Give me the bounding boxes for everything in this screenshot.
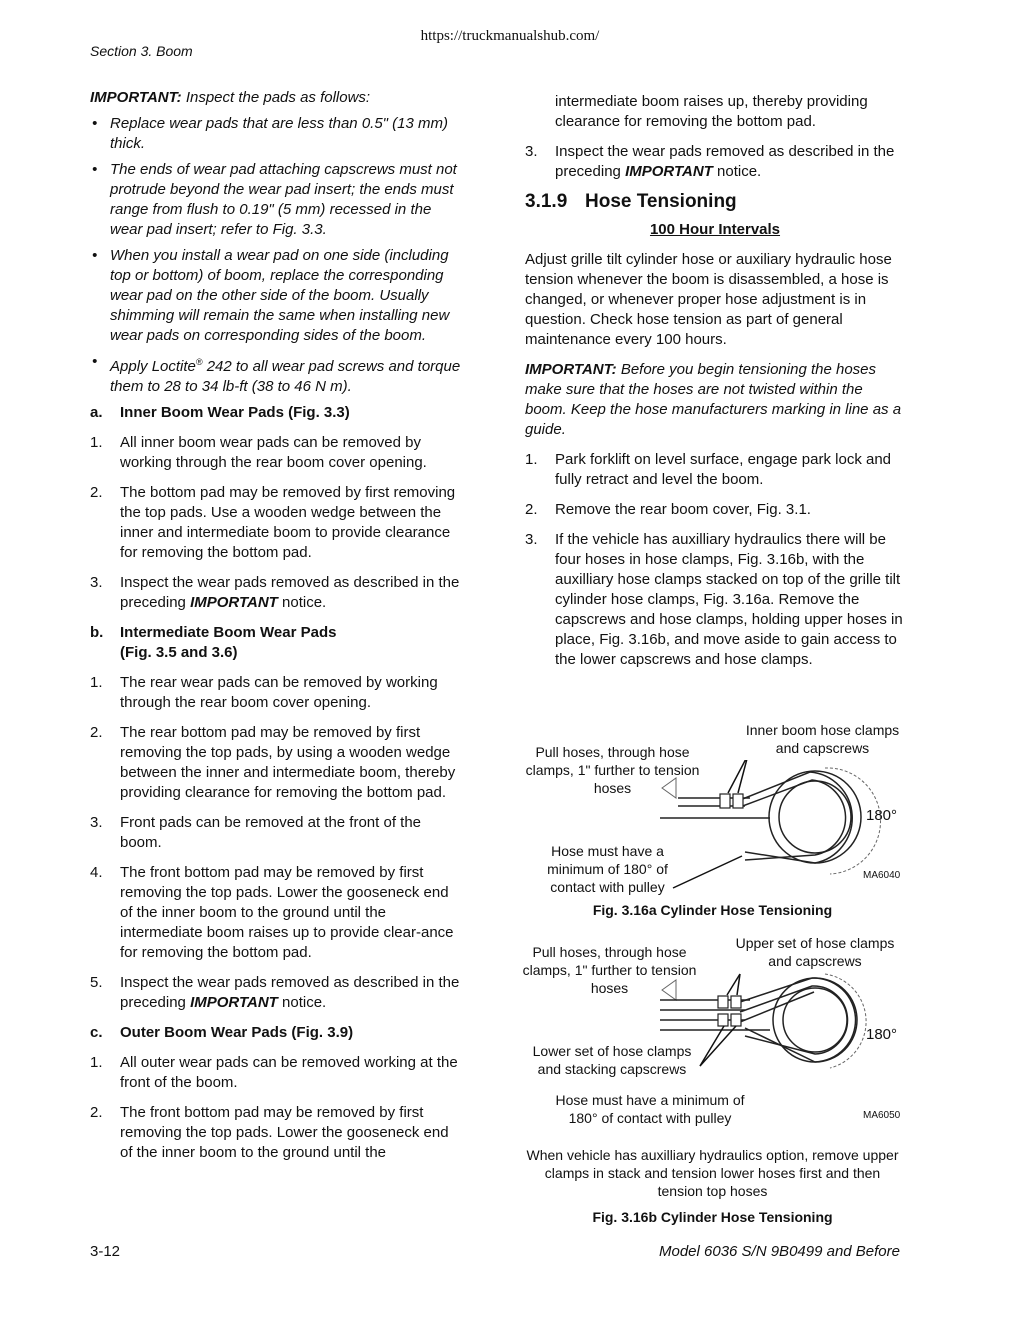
fig-b-angle: 180° bbox=[866, 1026, 898, 1043]
fig-b-upper-label: Upper set of hose clamps and capscrews bbox=[735, 935, 895, 969]
fig-a-inner-label: Inner boom hose clamps and capscrews bbox=[745, 722, 900, 756]
source-url[interactable]: https://truckmanualshub.com/ bbox=[420, 28, 600, 44]
list-item: 1. Park forklift on level surface, engage park lock and fully retract and level the boom. bbox=[525, 451, 892, 488]
fig-a-leader-lines bbox=[673, 760, 748, 888]
fig-a-code: MA6040 bbox=[863, 870, 901, 881]
fig-a-angle: 180° bbox=[866, 807, 898, 824]
page-number: 3-12 bbox=[90, 1243, 121, 1260]
fig-a-pulley-icon bbox=[740, 771, 861, 863]
section-heading: 3.1.9 Hose Tensioning bbox=[525, 191, 737, 212]
list-item: 2. The rear bottom pad may be removed by first removing the top pads, by using a wooden wedge between the inner and intermediate boom, thereby providing clearance for removing the bottom pad. bbox=[90, 724, 456, 801]
fig-b-diagram bbox=[640, 960, 910, 1070]
model-footer: Model 6036 S/N 9B0499 and Before bbox=[658, 1243, 900, 1260]
body-paragraph: Adjust grille tilt cylinder hose or auxiliary hydraulic hose tension whenever the boom is disassembled, a hose is changed, or whenever proper hose adjustment is in question. Check hose tension as part of general maintenance every 100 hours. bbox=[525, 251, 892, 348]
fig-b-code: MA6050 bbox=[863, 1110, 901, 1121]
list-item: 3. Inspect the wear pads removed as described in the preceding IMPORTANT notice. bbox=[525, 143, 895, 180]
subsection-a: a. Inner Boom Wear Pads (Fig. 3.3) bbox=[90, 404, 350, 421]
bullet-pad-thickness: • Replace wear pads that are less than 0.5" (13 mm) thick. bbox=[90, 114, 465, 154]
right-column bbox=[525, 92, 905, 680]
fig-b-min-label: Hose must have a minimum of 180° of contact with pulley bbox=[555, 1092, 745, 1126]
fig-a-diagram bbox=[640, 760, 910, 890]
bullet-replace-pads: • When you install a wear pad on one side (including top or bottom) of boom, replace the corresponding wear pad on the other side of the boom. Usually shimming will remain the same when installing new wear pads on corresponding sides of the boom. bbox=[90, 246, 465, 346]
fig-b-lower-label: Lower set of hose clamps and stacking capscrews bbox=[532, 1043, 692, 1077]
fig-b-angle-arc bbox=[825, 974, 866, 1068]
fig-b-pulley-icon bbox=[740, 978, 857, 1062]
fig-b-boom-plates bbox=[660, 1000, 770, 1030]
subsection-c: c. Outer Boom Wear Pads (Fig. 3.9) bbox=[90, 1024, 354, 1041]
fig-a-caption: Fig. 3.16a Cylinder Hose Tensioning bbox=[592, 902, 833, 918]
fig-b-pull-arrow-icon bbox=[662, 980, 676, 1000]
list-item: 1. All outer wear pads can be removed working at the front of the boom. bbox=[90, 1054, 458, 1091]
fig-b-caption: Fig. 3.16b Cylinder Hose Tensioning bbox=[592, 1209, 833, 1225]
fig-a-pull-label: Pull hoses, through hose clamps, 1" further to tension hoses bbox=[525, 744, 700, 796]
section-header: Section 3. Boom bbox=[90, 43, 193, 59]
list-continuation: intermediate boom raises up, thereby providing clearance for removing the bottom pad. bbox=[555, 93, 868, 130]
subsection-b: b. Intermediate Boom Wear Pads (Fig. 3.5 and 3.6) bbox=[90, 624, 337, 661]
important-notice: IMPORTANT: Before you begin tensioning the hoses make sure that the hoses are not twisted within the boom. Keep the hose manufacturers marking in line as a guide. bbox=[525, 361, 902, 438]
list-item: 3. Front pads can be removed at the front of the boom. bbox=[90, 814, 422, 851]
list-item: 1. The rear wear pads can be removed by working through the rear boom cover opening. bbox=[90, 674, 438, 711]
list-item: 4. The front bottom pad may be removed by first removing the top pads. Lower the gooseneck end of the inner boom to the ground until the intermediate boom raises up to provide clear-ance for removing the bottom pad. bbox=[90, 864, 454, 961]
list-item: 2. The bottom pad may be removed by first removing the top pads. Use a wooden wedge between the inner and intermediate boom to provide clearance for removing the bottom pad. bbox=[90, 484, 456, 561]
list-item: 1. All inner boom wear pads can be removed by working through the rear boom cover opening. bbox=[90, 434, 427, 471]
fig-a-pull-arrow-icon bbox=[662, 778, 676, 798]
list-item: 3. If the vehicle has auxilliary hydraulics there will be four hoses in hose clamps, Fig. 3.16b, with the auxilliary hose clamps stacked on top of the grille tilt cylinder hose clamps, Fig. 3.16a. Remove the capscrews and hose clamps, holding upper hoses in place, Fig. 3.16b, and move aside to gain access to the lower capscrews and hose clamps. bbox=[525, 531, 903, 668]
important-notice: IMPORTANT: Inspect the pads as follows: bbox=[90, 89, 371, 106]
list-item: 2. The front bottom pad may be removed by first removing the top pads. Lower the gooseneck end of the inner boom to the ground until the bbox=[90, 1104, 449, 1161]
fig-a-boom-plate bbox=[660, 798, 770, 818]
left-column bbox=[90, 88, 465, 1173]
list-item: 5. Inspect the wear pads removed as described in the preceding IMPORTANT notice. bbox=[90, 974, 460, 1011]
list-item: 3. Inspect the wear pads removed as described in the preceding IMPORTANT notice. bbox=[90, 574, 460, 611]
bullet-capscrew-ends: • The ends of wear pad attaching capscrews must not protrude beyond the wear pad insert; the ends must range from flush to 0.19" (5 mm) recessed in the wear pad insert; refer to Fig. 3.3. bbox=[90, 160, 465, 240]
fig-a-min-label: Hose must have a minimum of 180° of contact with pulley bbox=[547, 843, 668, 895]
list-item: 2. Remove the rear boom cover, Fig. 3.1. bbox=[525, 501, 811, 518]
fig-b-pull-label: Pull hoses, through hose clamps, 1" further to tension hoses bbox=[522, 944, 697, 996]
bullet-loctite: • Apply Loctite® 242 to all wear pad screws and torque them to 28 to 34 lb-ft (38 to 46 N m). bbox=[90, 352, 465, 397]
fig-b-note: When vehicle has auxilliary hydraulics option, remove upper clamps in stack and tension lower hoses first and then tension top hoses bbox=[526, 1147, 899, 1199]
interval-label: 100 Hour Intervals bbox=[649, 221, 781, 238]
